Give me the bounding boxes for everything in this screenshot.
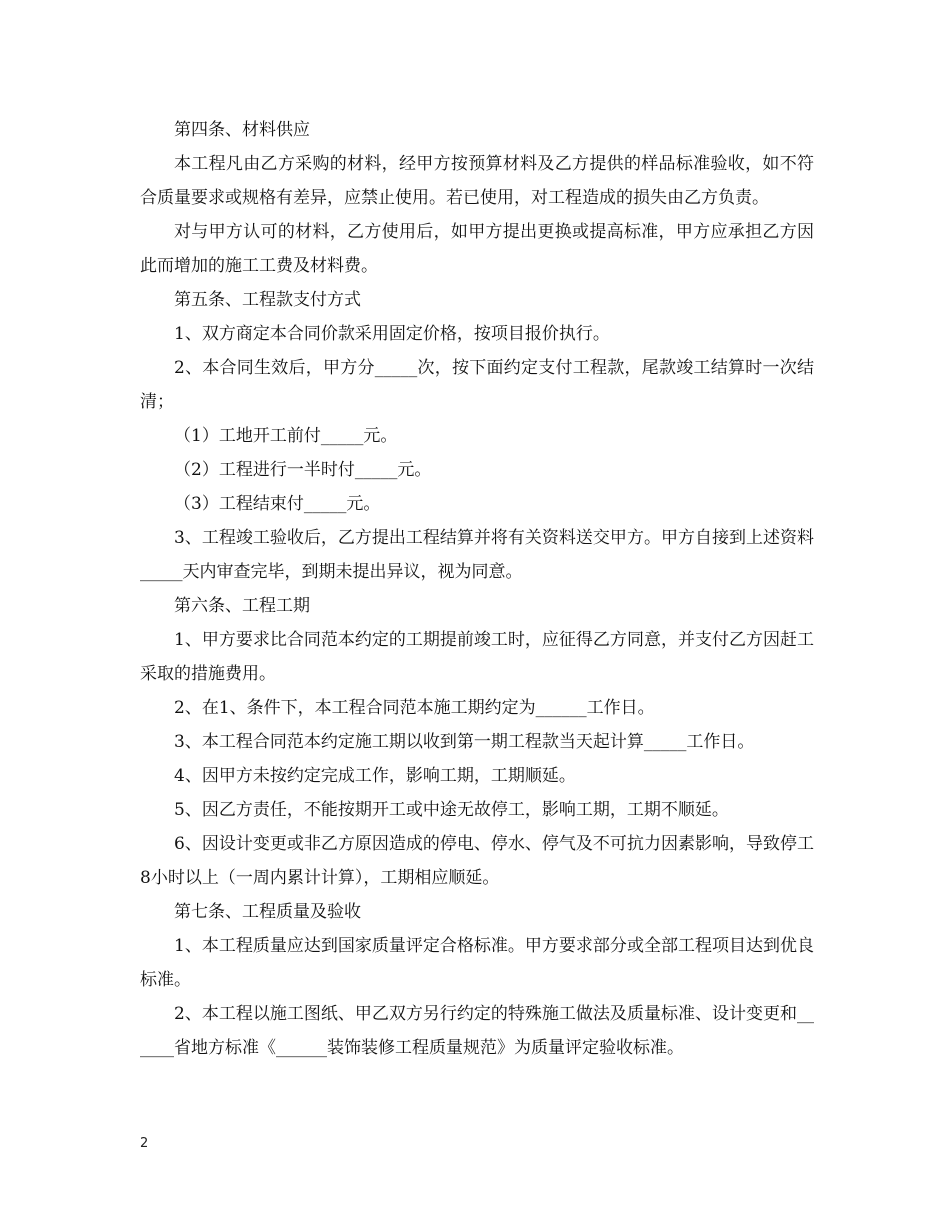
paragraph: 2、本工程以施工图纸、甲乙双方另行约定的特殊施工做法及质量标准、设计变更和______省地方标准《______装饰装修工程质量规范》为质量评定验收标准。: [140, 1004, 814, 1058]
heading-article-6: 第六条、工程工期: [174, 596, 310, 616]
list-item: （1）工地开工前付_____元。: [174, 426, 398, 446]
paragraph: 6、因设计变更或非乙方原因造成的停电、停水、停气及不可抗力因素影响，导致停工8小时以上（一周内累计计算），工期相应顺延。: [140, 834, 814, 888]
paragraph: 1、双方商定本合同价款采用固定价格，按项目报价执行。: [174, 324, 610, 344]
list-item: （3）工程结束付_____元。: [174, 494, 381, 514]
paragraph: 1、本工程质量应达到国家质量评定合格标准。甲方要求部分或全部工程项目达到优良标准。: [140, 936, 814, 990]
heading-article-7: 第七条、工程质量及验收: [174, 902, 361, 922]
heading-article-4: 第四条、材料供应: [174, 120, 310, 140]
heading-article-5: 第五条、工程款支付方式: [174, 290, 361, 310]
paragraph: 3、本工程合同范本约定施工期以收到第一期工程款当天起计算_____工作日。: [174, 732, 755, 752]
paragraph: 1、甲方要求比合同范本约定的工期提前竣工时，应征得乙方同意，并支付乙方因赶工采取的措施费用。: [140, 630, 814, 684]
list-item: （2）工程进行一半时付_____元。: [174, 460, 432, 480]
paragraph: 对与甲方认可的材料，乙方使用后，如甲方提出更换或提高标准，甲方应承担乙方因此而增加的施工工费及材料费。: [140, 222, 814, 276]
page-number: 2: [140, 1136, 149, 1151]
paragraph: 3、工程竣工验收后，乙方提出工程结算并将有关资料送交甲方。甲方自接到上述资料_____天内审查完毕，到期未提出异议，视为同意。: [140, 528, 814, 582]
document-body: [140, 113, 814, 1065]
paragraph: 本工程凡由乙方采购的材料，经甲方按预算材料及乙方提供的样品标准验收，如不符合质量要求或规格有差异，应禁止使用。若已使用，对工程造成的损失由乙方负责。: [140, 154, 814, 208]
paragraph: 4、因甲方未按约定完成工作，影响工期，工期顺延。: [174, 766, 576, 786]
paragraph: 2、本合同生效后，甲方分_____次，按下面约定支付工程款，尾款竣工结算时一次结清；: [140, 358, 814, 412]
paragraph: 2、在1、条件下，本工程合同范本施工期约定为______工作日。: [174, 698, 655, 718]
paragraph: 5、因乙方责任，不能按期开工或中途无故停工，影响工期，工期不顺延。: [174, 800, 729, 820]
